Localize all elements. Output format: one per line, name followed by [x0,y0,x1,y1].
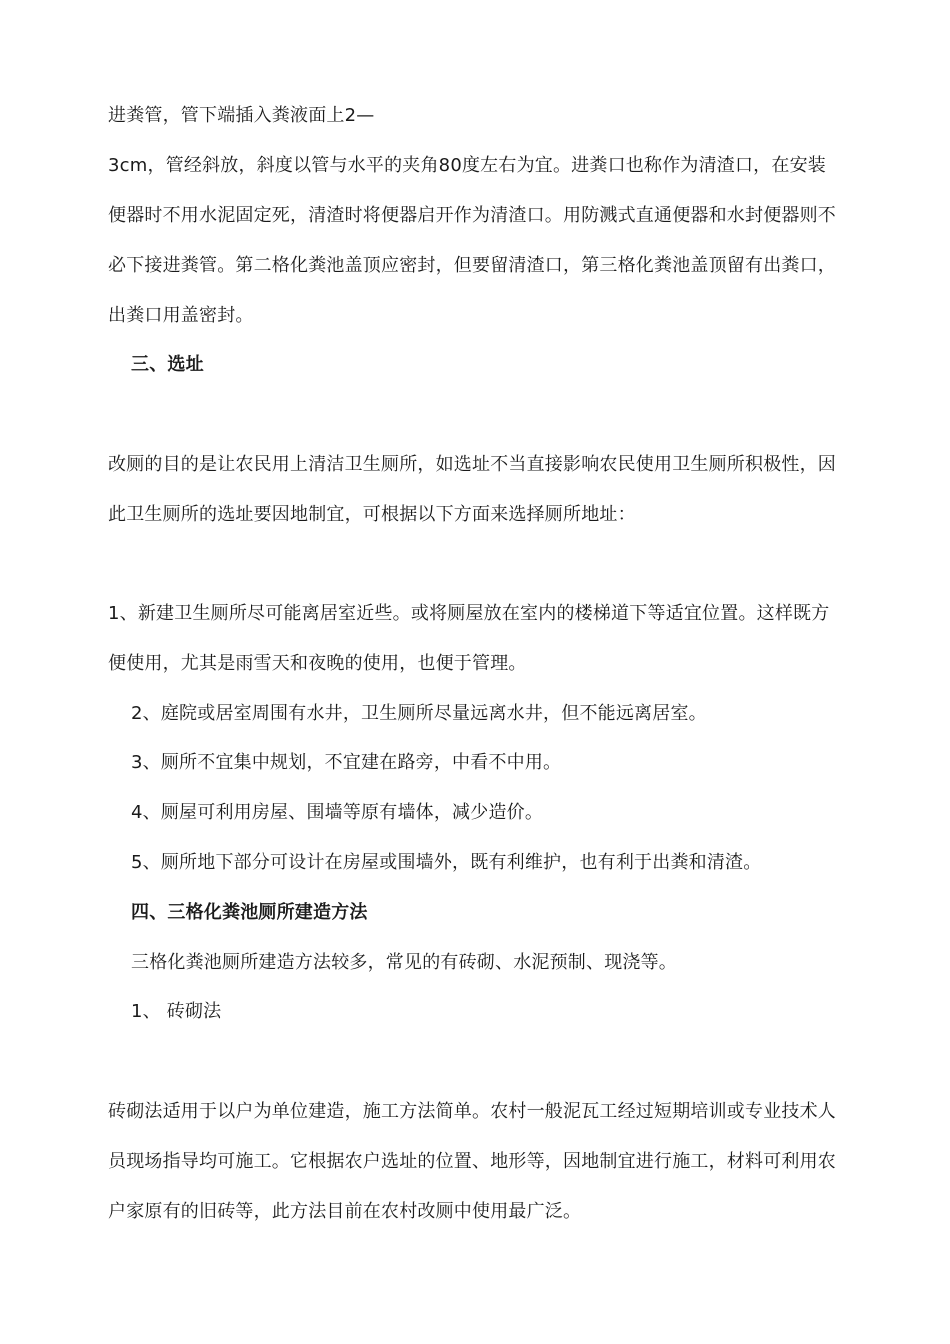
list-item: 5、厕所地下部分可设计在房屋或围墙外，既有利维护，也有利于出粪和清渣。 [131,852,762,873]
list-item: 2、庭院或居室周围有水井，卫生厕所尽量远离水井，但不能远离居室。 [131,703,707,724]
paragraph-line: 此卫生厕所的选址要因地制宜，可根据以下方面来选择厕所地址： [108,504,636,525]
list-item: 1、新建卫生厕所尽可能离居室近些。或将厕屋放在室内的楼梯道下等适宜位置。这样既方 [108,603,830,624]
paragraph-line: 员现场指导均可施工。它根据农户选址的位置、地形等，因地制宜进行施工，材料可利用农 [108,1151,836,1172]
section-heading: 三、选址 [131,354,204,375]
paragraph-line: 必下接进粪管。第二格化粪池盖顶应密封，但要留清渣口，第三格化粪池盖顶留有出粪口， [108,255,836,276]
paragraph-line: 户家原有的旧砖等，此方法目前在农村改厕中使用最广泛。 [108,1201,582,1222]
paragraph-line: 进粪管，管下端插入粪液面上2— [108,105,375,126]
section-heading: 四、三格化粪池厕所建造方法 [131,902,368,923]
paragraph-line: 便使用，尤其是雨雪天和夜晚的使用，也便于管理。 [108,653,527,674]
paragraph-line: 砖砌法适用于以户为单位建造，施工方法简单。农村一般泥瓦工经过短期培训或专业技术人 [108,1101,836,1122]
paragraph-line: 出粪口用盖密封。 [108,305,254,326]
list-item: 3、厕所不宜集中规划，不宜建在路旁，中看不中用。 [131,752,562,773]
paragraph-line: 便器时不用水泥固定死，清渣时将便器启开作为清渣口。用防溅式直通便器和水封便器则不 [108,205,836,226]
paragraph-line: 三格化粪池厕所建造方法较多，常见的有砖砌、水泥预制、现浇等。 [131,952,677,973]
list-item: 4、厕屋可利用房屋、围墙等原有墙体，减少造价。 [131,802,544,823]
paragraph-line: 3cm，管经斜放，斜度以管与水平的夹角80度左右为宜。进粪口也称作为清渣口，在安装 [108,155,826,176]
subsection-heading: 1、 砖砌法 [131,1001,222,1022]
paragraph-line: 改厕的目的是让农民用上清洁卫生厕所，如选址不当直接影响农民使用卫生厕所积极性，因 [108,454,836,475]
